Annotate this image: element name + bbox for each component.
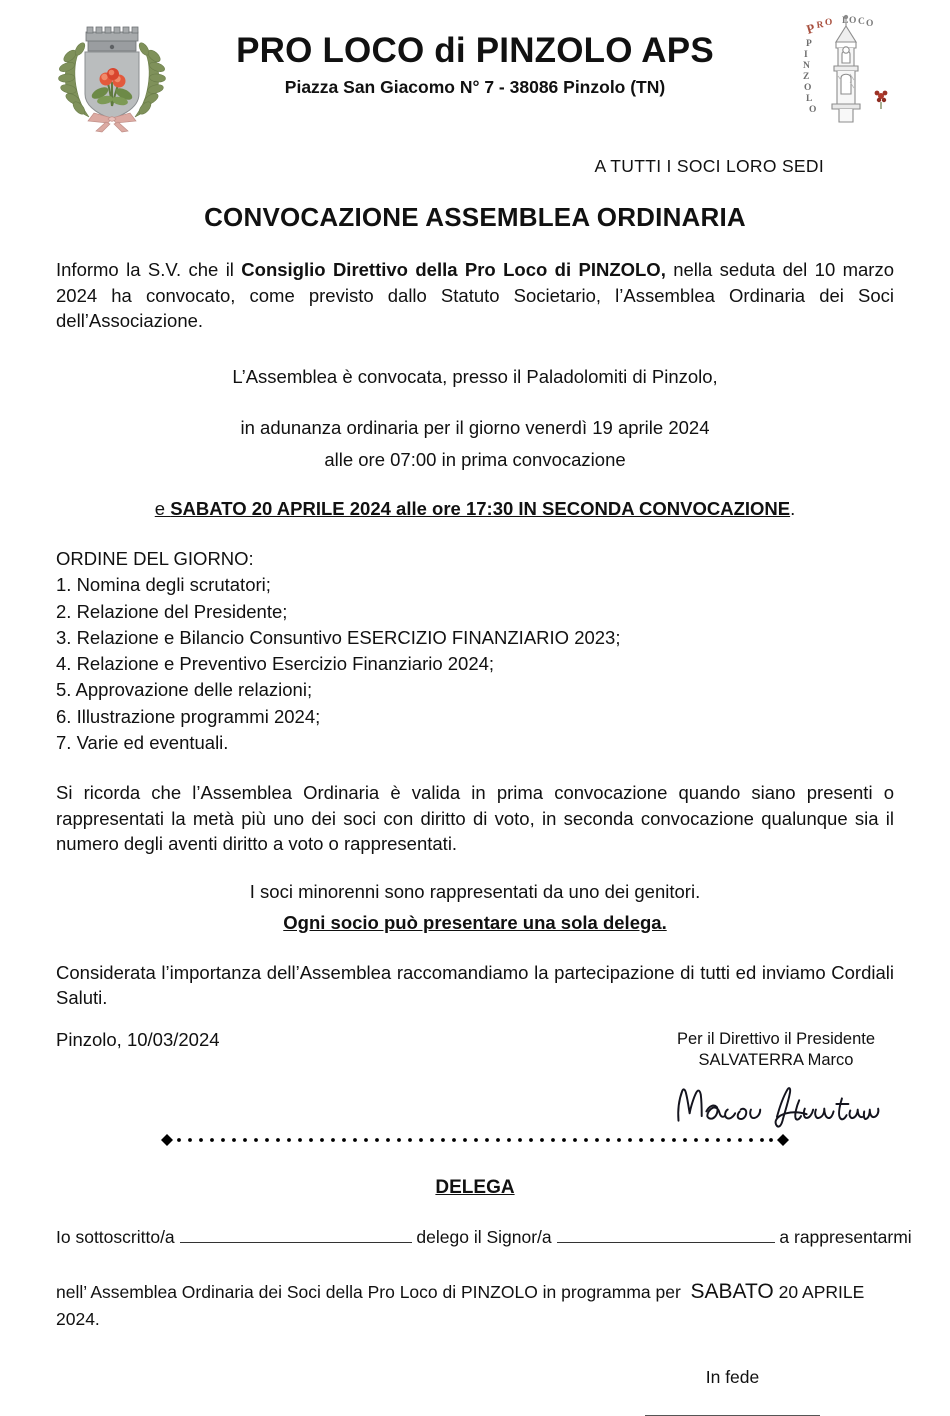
closing-paragraph: Considerata l’importanza dell’Assemblea raccomandiamo la partecipazione di tutti ed inviamo Cordiali Saluti. — [56, 961, 894, 1009]
svg-text:O: O — [866, 19, 874, 29]
organization-name: PRO LOCO di PINZOLO APS — [236, 31, 714, 70]
addressee-line: A TUTTI I SOCI LORO SEDI — [594, 156, 824, 176]
one-delegation-emphasis: Ogni socio può presentare una sola delega. — [283, 912, 667, 934]
header-titles — [56, 22, 894, 97]
delega-label-delego: delego il Signor/a — [416, 1226, 552, 1247]
svg-text:P: P — [806, 39, 812, 49]
second-call-prefix: e — [154, 498, 171, 520]
agenda-item-7: 7. Varie ed eventuali. — [56, 731, 229, 753]
logo-flower-icon — [875, 91, 888, 109]
intro-part2: nella seduta del 10 marzo 2024 ha convocato, come previsto dallo Statuto Societario, l’Assemblea Ordinaria dei Soci dell’Associazione. — [56, 259, 895, 332]
svg-text:O: O — [809, 105, 817, 115]
handwritten-signature — [611, 1078, 941, 1136]
delega-date: 20 APRILE 2024. — [56, 1282, 865, 1329]
first-call-line-2: alle ore 07:00 in prima convocazione — [324, 448, 626, 470]
intro-paragraph — [56, 257, 894, 334]
quorum-paragraph: Si ricorda che l’Assemblea Ordinaria è valida in prima convocazione quando siano presenti o rappresentati la metà più uno dei soci con diritto di voto, in seconda convocazione qualunque sia il numero degli aventi diritto a voto o rappresentati. — [56, 782, 894, 855]
svg-text:O: O — [804, 83, 812, 93]
signature-name: SALVATERRA Marco — [698, 1051, 854, 1070]
svg-text:R: R — [816, 20, 825, 31]
svg-text:Z: Z — [803, 72, 810, 82]
intro-bold: Consiglio Direttivo della Pro Loco di PINZOLO, — [241, 259, 666, 280]
svg-text:N: N — [803, 61, 810, 71]
delega-day: SABATO — [690, 1280, 774, 1304]
svg-text:P: P — [804, 20, 817, 37]
signature-row — [56, 1029, 894, 1125]
venue-line: L’Assemblea è convocata, presso il Paladolomiti di Pinzolo, — [232, 365, 718, 387]
second-call-suffix: . — [790, 498, 796, 520]
agenda-list — [56, 546, 894, 756]
place-and-date: Pinzolo, 10/03/2024 — [56, 1028, 220, 1050]
delega-assembly-text: nell’ Assemblea Ordinaria dei Soci della Pro Loco di PINZOLO in programma per — [56, 1282, 681, 1303]
page-title: CONVOCAZIONE ASSEMBLEA ORDINARIA — [204, 202, 746, 232]
agenda-item-1: 1. Nomina degli scrutatori; — [56, 574, 271, 596]
agenda-item-5: 5. Approvazione delle relazioni; — [56, 679, 313, 701]
minors-line: I soci minorenni sono rappresentati da uno dei genitori. — [249, 880, 701, 902]
second-call-emphasis: SABATO 20 APRILE 2024 alle ore 17:30 IN SECONDA CONVOCAZIONE — [170, 498, 791, 520]
svg-text:L: L — [806, 94, 813, 104]
delega-label-rappresentarmi: a rappresentarmi — [779, 1226, 912, 1247]
svg-text:C: C — [858, 17, 865, 27]
delega-title: DELEGA — [435, 1176, 515, 1198]
delega-label-sottoscritto: Io sottoscritto/a — [56, 1226, 175, 1247]
agenda-item-2: 2. Relazione del Presidente; — [56, 600, 288, 622]
signature-block — [611, 1029, 941, 1136]
svg-text:I: I — [804, 50, 808, 60]
agenda-item-4: 4. Relazione e Preventivo Esercizio Finanziario 2024; — [56, 653, 495, 675]
signature-role: Per il Direttivo il Presidente — [676, 1029, 876, 1048]
delega-line-1 — [56, 1225, 912, 1250]
agenda-item-6: 6. Illustrazione programmi 2024; — [56, 705, 321, 727]
intro-part1: Informo la S.V. che il — [56, 259, 242, 280]
pro-loco-bell-tower-logo-icon — [784, 8, 904, 126]
in-fede-label: In fede — [705, 1367, 760, 1388]
delega-name-field[interactable] — [180, 1227, 412, 1243]
svg-text:O: O — [824, 17, 833, 28]
document-header — [56, 0, 894, 142]
agenda-item-3: 3. Relazione e Bilancio Consuntivo ESERCIZIO FINANZIARIO 2023; — [56, 626, 621, 648]
first-call-line-1: in adunanza ordinaria per il giorno venerdì 19 aprile 2024 — [240, 417, 710, 439]
organization-address: Piazza San Giacomo N° 7 - 38086 Pinzolo (TN) — [284, 76, 666, 97]
delega-delegate-field[interactable] — [557, 1227, 775, 1243]
delega-line-2 — [56, 1277, 894, 1331]
svg-text:L: L — [842, 16, 849, 26]
agenda-heading: ORDINE DEL GIORNO: — [56, 548, 254, 570]
second-call-line — [56, 498, 894, 520]
pinzolo-coat-of-arms-icon — [58, 18, 166, 136]
one-delegation-line — [56, 910, 894, 936]
svg-text:O: O — [849, 16, 857, 26]
